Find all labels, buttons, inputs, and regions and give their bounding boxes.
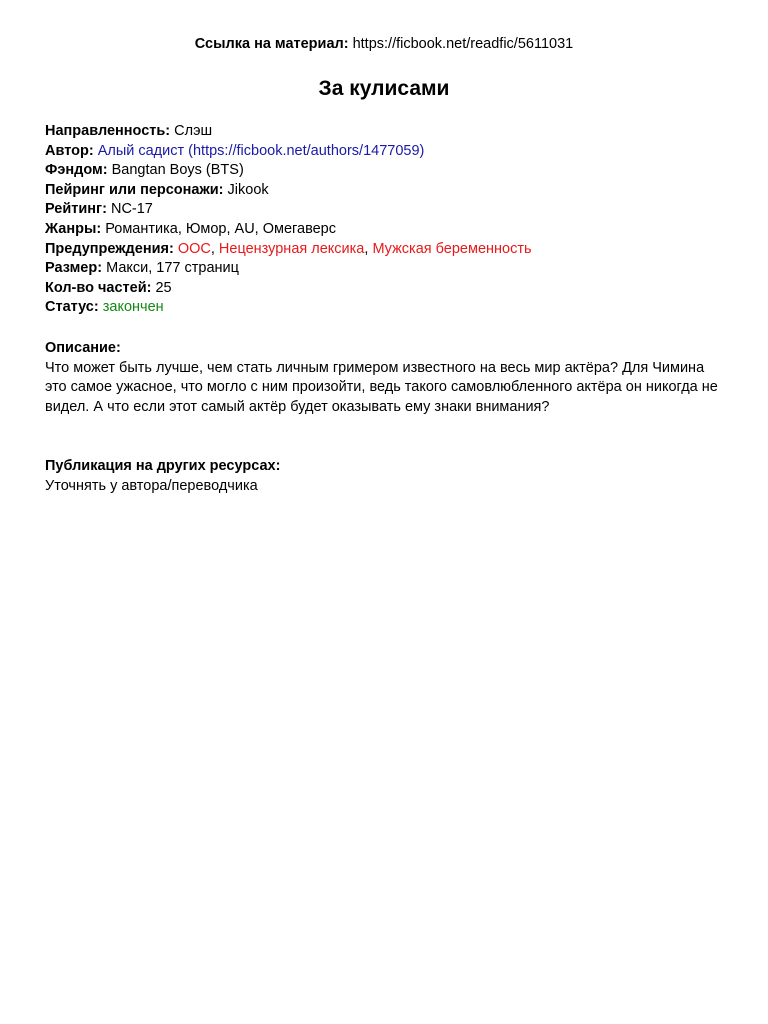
meta-parts-label: Кол-во частей:: [45, 279, 152, 296]
source-label: Ссылка на материал:: [194, 36, 349, 52]
work-metadata: [45, 122, 735, 318]
meta-direction: [45, 122, 735, 142]
source-link-line: [0, 35, 768, 53]
meta-size: [45, 259, 735, 279]
publication-label: Публикация на других ресурсах:: [45, 458, 281, 474]
warning-tag[interactable]: Мужская беременность: [372, 240, 532, 257]
meta-parts-value: 25: [155, 279, 172, 296]
meta-fandom-label: Фэндом:: [45, 162, 108, 179]
status-value: закончен: [102, 299, 164, 316]
description-text: Что может быть лучше, чем стать личным гримером известного на весь мир актёра? Для Чимина это самое ужасное, что могло с ним произойти, ведь такого самовлюбленного актёра он никогда не видел. А что если этот самый актёр будет оказывать ему знаки внимания?: [45, 359, 718, 415]
meta-fandom: [45, 161, 735, 181]
description-section: [45, 339, 725, 417]
meta-direction-value: Слэш: [174, 123, 213, 139]
meta-pairing-value: Jikook: [227, 181, 269, 198]
meta-pairing: [45, 181, 735, 201]
warning-tag[interactable]: ООС: [177, 240, 211, 257]
meta-rating: [45, 200, 735, 220]
meta-genres-label: Жанры:: [45, 220, 102, 237]
warning-separator: ,: [210, 240, 219, 257]
meta-genres-value: Романтика, Юмор, AU, Омегаверс: [105, 220, 336, 237]
meta-direction-label: Направленность:: [45, 123, 171, 139]
meta-fandom-value: Bangtan Boys (BTS): [111, 162, 244, 179]
meta-status: [45, 298, 735, 318]
meta-status-label: Статус:: [45, 299, 99, 316]
meta-author: [45, 142, 735, 162]
warning-tag[interactable]: Нецензурная лексика: [218, 240, 365, 257]
publication-section: [45, 457, 725, 496]
warning-separator: ,: [364, 240, 373, 257]
meta-parts: [45, 279, 735, 299]
author-link[interactable]: Алый садист (https://ficbook.net/authors/1477059): [97, 142, 425, 159]
meta-size-label: Размер:: [45, 260, 103, 277]
description-label: Описание:: [45, 340, 121, 356]
meta-size-value: Макси, 177 страниц: [106, 260, 239, 277]
meta-warnings-label: Предупреждения:: [45, 240, 174, 257]
publication-text: Уточнять у автора/переводчика: [45, 477, 258, 494]
meta-author-label: Автор:: [45, 142, 94, 159]
source-url[interactable]: https://ficbook.net/readfic/5611031: [352, 36, 574, 52]
work-title: За кулисами: [318, 77, 450, 100]
meta-warnings: [45, 240, 735, 260]
meta-rating-label: Рейтинг:: [45, 201, 107, 218]
meta-rating-value: NC-17: [110, 201, 153, 218]
meta-genres: [45, 220, 735, 240]
meta-pairing-label: Пейринг или персонажи:: [45, 181, 224, 198]
